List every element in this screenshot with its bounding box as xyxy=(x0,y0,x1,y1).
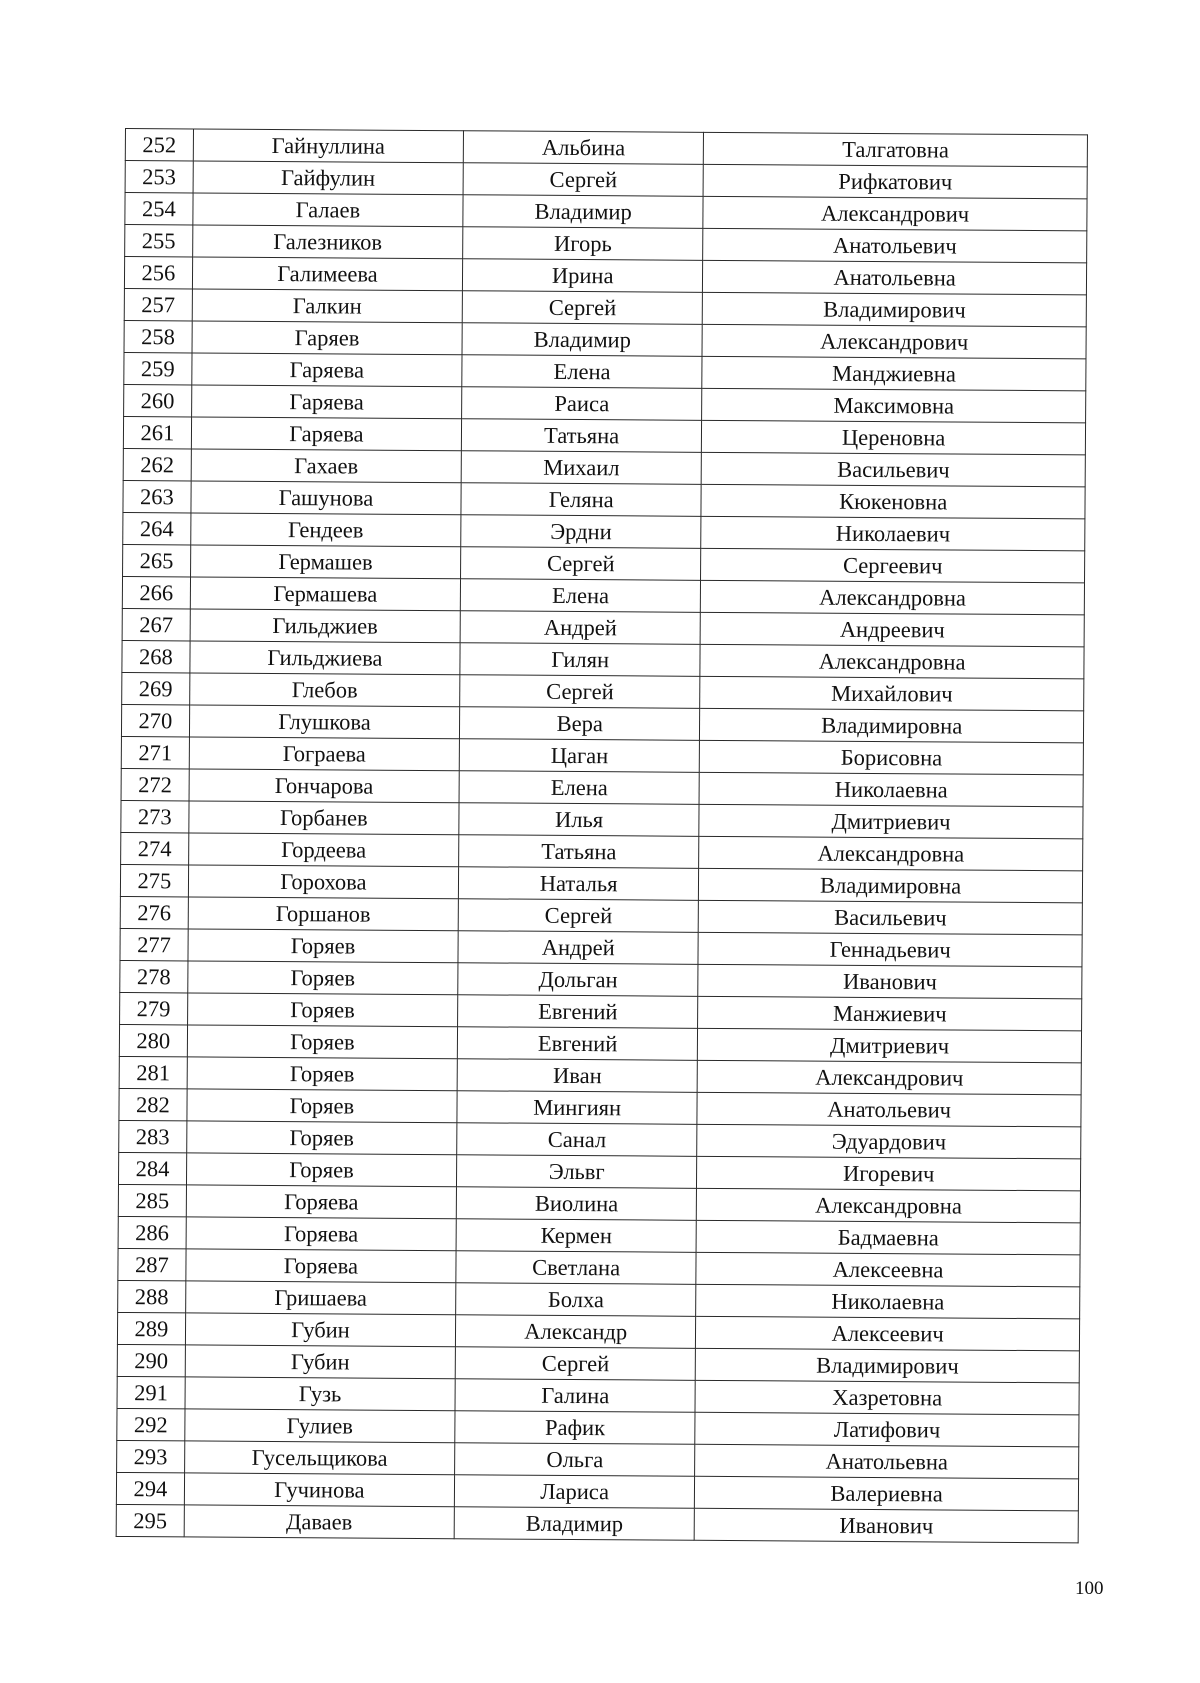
row-number-cell: 259 xyxy=(124,352,192,384)
first-name-cell: Андрей xyxy=(458,931,698,965)
last-name-cell: Гильджиев xyxy=(190,609,460,643)
first-name-cell: Сергей xyxy=(455,1347,695,1381)
row-number-cell: 258 xyxy=(124,320,192,352)
page-number: 100 xyxy=(1075,1578,1104,1599)
last-name-cell: Гермашев xyxy=(190,545,460,579)
patronymic-cell: Владимировна xyxy=(699,868,1083,903)
row-number-cell: 252 xyxy=(125,129,193,161)
first-name-cell: Дольган xyxy=(458,963,698,997)
patronymic-cell: Сергеевич xyxy=(701,548,1085,583)
row-number-cell: 280 xyxy=(119,1024,187,1056)
first-name-cell: Виолина xyxy=(456,1187,696,1221)
first-name-cell: Сергей xyxy=(462,291,702,325)
first-name-cell: Цаган xyxy=(459,739,699,773)
first-name-cell: Болха xyxy=(456,1283,696,1317)
last-name-cell: Гахаев xyxy=(191,449,461,483)
last-name-cell: Гусельщикова xyxy=(184,1441,454,1475)
last-name-cell: Глебов xyxy=(189,673,459,707)
patronymic-cell: Васильевич xyxy=(698,900,1082,935)
row-number-cell: 283 xyxy=(119,1120,187,1152)
patronymic-cell: Манжиевич xyxy=(698,996,1082,1031)
last-name-cell: Горяева xyxy=(186,1185,456,1219)
patronymic-cell: Хазретовна xyxy=(695,1380,1079,1415)
first-name-cell: Сергей xyxy=(458,899,698,933)
patronymic-cell: Талгатовна xyxy=(704,132,1088,167)
row-number-cell: 276 xyxy=(120,896,188,928)
first-name-cell: Гилян xyxy=(460,643,700,677)
last-name-cell: Гашунова xyxy=(191,481,461,515)
patronymic-cell: Николаевна xyxy=(699,772,1083,807)
last-name-cell: Горяев xyxy=(187,1089,457,1123)
patronymic-cell: Александрович xyxy=(702,324,1086,359)
row-number-cell: 262 xyxy=(123,448,191,480)
first-name-cell: Елена xyxy=(459,771,699,805)
first-name-cell: Татьяна xyxy=(459,835,699,869)
last-name-cell: Даваев xyxy=(184,1505,454,1539)
row-number-cell: 286 xyxy=(118,1216,186,1248)
last-name-cell: Губин xyxy=(185,1313,455,1347)
first-name-cell: Татьяна xyxy=(461,419,701,453)
first-name-cell: Геляна xyxy=(461,483,701,517)
last-name-cell: Гришаева xyxy=(185,1281,455,1315)
last-name-cell: Горяев xyxy=(188,961,458,995)
first-name-cell: Мингиян xyxy=(457,1091,697,1125)
last-name-cell: Гайнуллина xyxy=(193,129,463,163)
row-number-cell: 270 xyxy=(121,704,189,736)
row-number-cell: 255 xyxy=(125,225,193,257)
table-row xyxy=(116,1504,1078,1542)
patronymic-cell: Александрович xyxy=(697,1060,1081,1095)
last-name-cell: Гайфулин xyxy=(193,161,463,195)
first-name-cell: Иван xyxy=(457,1059,697,1093)
patronymic-cell: Иванович xyxy=(698,964,1082,999)
row-number-cell: 263 xyxy=(123,480,191,512)
last-name-cell: Глушкова xyxy=(189,705,459,739)
row-number-cell: 293 xyxy=(117,1440,185,1472)
first-name-cell: Сергей xyxy=(461,547,701,581)
row-number-cell: 278 xyxy=(120,960,188,992)
patronymic-cell: Цереновна xyxy=(702,420,1086,455)
first-name-cell: Эрдни xyxy=(461,515,701,549)
patronymic-cell: Валериевна xyxy=(695,1476,1079,1511)
patronymic-cell: Васильевич xyxy=(701,452,1085,487)
first-name-cell: Сергей xyxy=(463,163,703,197)
first-name-cell: Рафик xyxy=(455,1411,695,1445)
last-name-cell: Горяева xyxy=(186,1249,456,1283)
first-name-cell: Вера xyxy=(460,707,700,741)
first-name-cell: Владимир xyxy=(454,1507,694,1541)
first-name-cell: Ольга xyxy=(455,1443,695,1477)
first-name-cell: Светлана xyxy=(456,1251,696,1285)
first-name-cell: Сергей xyxy=(460,675,700,709)
last-name-cell: Горяев xyxy=(187,993,457,1027)
last-name-cell: Горбанев xyxy=(189,801,459,835)
patronymic-cell: Михайлович xyxy=(700,676,1084,711)
row-number-cell: 253 xyxy=(125,161,193,193)
last-name-cell: Горяев xyxy=(187,1057,457,1091)
patronymic-cell: Владимирович xyxy=(703,292,1087,327)
first-name-cell: Раиса xyxy=(462,387,702,421)
first-name-cell: Кермен xyxy=(456,1219,696,1253)
row-number-cell: 254 xyxy=(125,193,193,225)
row-number-cell: 279 xyxy=(120,992,188,1024)
row-number-cell: 281 xyxy=(119,1056,187,1088)
last-name-cell: Гончарова xyxy=(189,769,459,803)
patronymic-cell: Анатольевна xyxy=(703,260,1087,295)
last-name-cell: Гаряева xyxy=(192,353,462,387)
row-number-cell: 282 xyxy=(119,1088,187,1120)
patronymic-cell: Николаевич xyxy=(701,516,1085,551)
patronymic-cell: Анатольевич xyxy=(697,1092,1081,1127)
last-name-cell: Гучинова xyxy=(184,1473,454,1507)
patronymic-cell: Манджиевна xyxy=(702,356,1086,391)
last-name-cell: Горшанов xyxy=(188,897,458,931)
row-number-cell: 260 xyxy=(124,384,192,416)
row-number-cell: 271 xyxy=(121,736,189,768)
first-name-cell: Александр xyxy=(455,1315,695,1349)
first-name-cell: Санал xyxy=(457,1123,697,1157)
last-name-cell: Горяев xyxy=(188,929,458,963)
patronymic-cell: Александровна xyxy=(697,1188,1081,1223)
patronymic-cell: Борисовна xyxy=(700,740,1084,775)
patronymic-cell: Владимирович xyxy=(696,1348,1080,1383)
patronymic-cell: Латифович xyxy=(695,1412,1079,1447)
patronymic-cell: Александрович xyxy=(703,196,1087,231)
patronymic-cell: Анатольевич xyxy=(703,228,1087,263)
last-name-cell: Гильджиева xyxy=(190,641,460,675)
row-number-cell: 268 xyxy=(122,640,190,672)
first-name-cell: Наталья xyxy=(458,867,698,901)
last-name-cell: Галимеева xyxy=(192,257,462,291)
patronymic-cell: Николаевна xyxy=(696,1284,1080,1319)
row-number-cell: 284 xyxy=(118,1152,186,1184)
first-name-cell: Андрей xyxy=(460,611,700,645)
first-name-cell: Евгений xyxy=(458,995,698,1029)
first-name-cell: Лариса xyxy=(454,1475,694,1509)
row-number-cell: 261 xyxy=(123,416,191,448)
last-name-cell: Галезников xyxy=(192,225,462,259)
first-name-cell: Галина xyxy=(455,1379,695,1413)
last-name-cell: Горяев xyxy=(186,1153,456,1187)
patronymic-cell: Александровна xyxy=(699,836,1083,871)
row-number-cell: 275 xyxy=(120,864,188,896)
patronymic-cell: Анатольевна xyxy=(695,1444,1079,1479)
last-name-cell: Губин xyxy=(185,1345,455,1379)
last-name-cell: Гулиев xyxy=(185,1409,455,1443)
patronymic-cell: Максимовна xyxy=(702,388,1086,423)
first-name-cell: Игорь xyxy=(463,227,703,261)
first-name-cell: Эльвг xyxy=(457,1155,697,1189)
last-name-cell: Галкин xyxy=(192,289,462,323)
patronymic-cell: Андреевич xyxy=(700,612,1084,647)
patronymic-cell: Алексеевна xyxy=(696,1252,1080,1287)
row-number-cell: 264 xyxy=(123,512,191,544)
row-number-cell: 256 xyxy=(124,257,192,289)
patronymic-cell: Кюкеновна xyxy=(701,484,1085,519)
patronymic-cell: Дмитриевич xyxy=(698,1028,1082,1063)
first-name-cell: Владимир xyxy=(462,323,702,357)
row-number-cell: 289 xyxy=(117,1312,185,1344)
patronymic-cell: Игоревич xyxy=(697,1156,1081,1191)
last-name-cell: Горяев xyxy=(187,1025,457,1059)
first-name-cell: Владимир xyxy=(463,195,703,229)
row-number-cell: 273 xyxy=(121,800,189,832)
row-number-cell: 277 xyxy=(120,928,188,960)
row-number-cell: 295 xyxy=(116,1504,184,1536)
patronymic-cell: Александровна xyxy=(701,580,1085,615)
row-number-cell: 257 xyxy=(124,288,192,320)
patronymic-cell: Дмитриевич xyxy=(699,804,1083,839)
row-number-cell: 274 xyxy=(121,832,189,864)
patronymic-cell: Бадмаевна xyxy=(696,1220,1080,1255)
patronymic-cell: Иванович xyxy=(694,1508,1078,1543)
row-number-cell: 288 xyxy=(118,1280,186,1312)
row-number-cell: 266 xyxy=(122,576,190,608)
row-number-cell: 267 xyxy=(122,608,190,640)
last-name-cell: Горохова xyxy=(188,865,458,899)
names-table xyxy=(116,128,1088,1543)
last-name-cell: Гордеева xyxy=(188,833,458,867)
last-name-cell: Гермашева xyxy=(190,577,460,611)
patronymic-cell: Владимировна xyxy=(700,708,1084,743)
row-number-cell: 292 xyxy=(117,1408,185,1440)
row-number-cell: 287 xyxy=(118,1248,186,1280)
first-name-cell: Илья xyxy=(459,803,699,837)
patronymic-cell: Александровна xyxy=(700,644,1084,679)
last-name-cell: Горяев xyxy=(187,1121,457,1155)
last-name-cell: Горяева xyxy=(186,1217,456,1251)
row-number-cell: 294 xyxy=(116,1472,184,1504)
last-name-cell: Гограева xyxy=(189,737,459,771)
row-number-cell: 265 xyxy=(123,544,191,576)
patronymic-cell: Геннадьевич xyxy=(698,932,1082,967)
first-name-cell: Елена xyxy=(460,579,700,613)
first-name-cell: Ирина xyxy=(462,259,702,293)
row-number-cell: 290 xyxy=(117,1344,185,1376)
last-name-cell: Гендеев xyxy=(191,513,461,547)
row-number-cell: 285 xyxy=(118,1184,186,1216)
row-number-cell: 291 xyxy=(117,1376,185,1408)
row-number-cell: 269 xyxy=(122,672,190,704)
last-name-cell: Галаев xyxy=(193,193,463,227)
patronymic-cell: Алексеевич xyxy=(696,1316,1080,1351)
first-name-cell: Михаил xyxy=(461,451,701,485)
last-name-cell: Гузь xyxy=(185,1377,455,1411)
first-name-cell: Евгений xyxy=(457,1027,697,1061)
patronymic-cell: Эдуардович xyxy=(697,1124,1081,1159)
first-name-cell: Елена xyxy=(462,355,702,389)
last-name-cell: Гаряева xyxy=(191,385,461,419)
last-name-cell: Гаряев xyxy=(192,321,462,355)
first-name-cell: Альбина xyxy=(463,131,703,165)
names-table-body xyxy=(116,129,1087,1543)
row-number-cell: 272 xyxy=(121,768,189,800)
patronymic-cell: Рифкатович xyxy=(703,164,1087,199)
last-name-cell: Гаряева xyxy=(191,417,461,451)
